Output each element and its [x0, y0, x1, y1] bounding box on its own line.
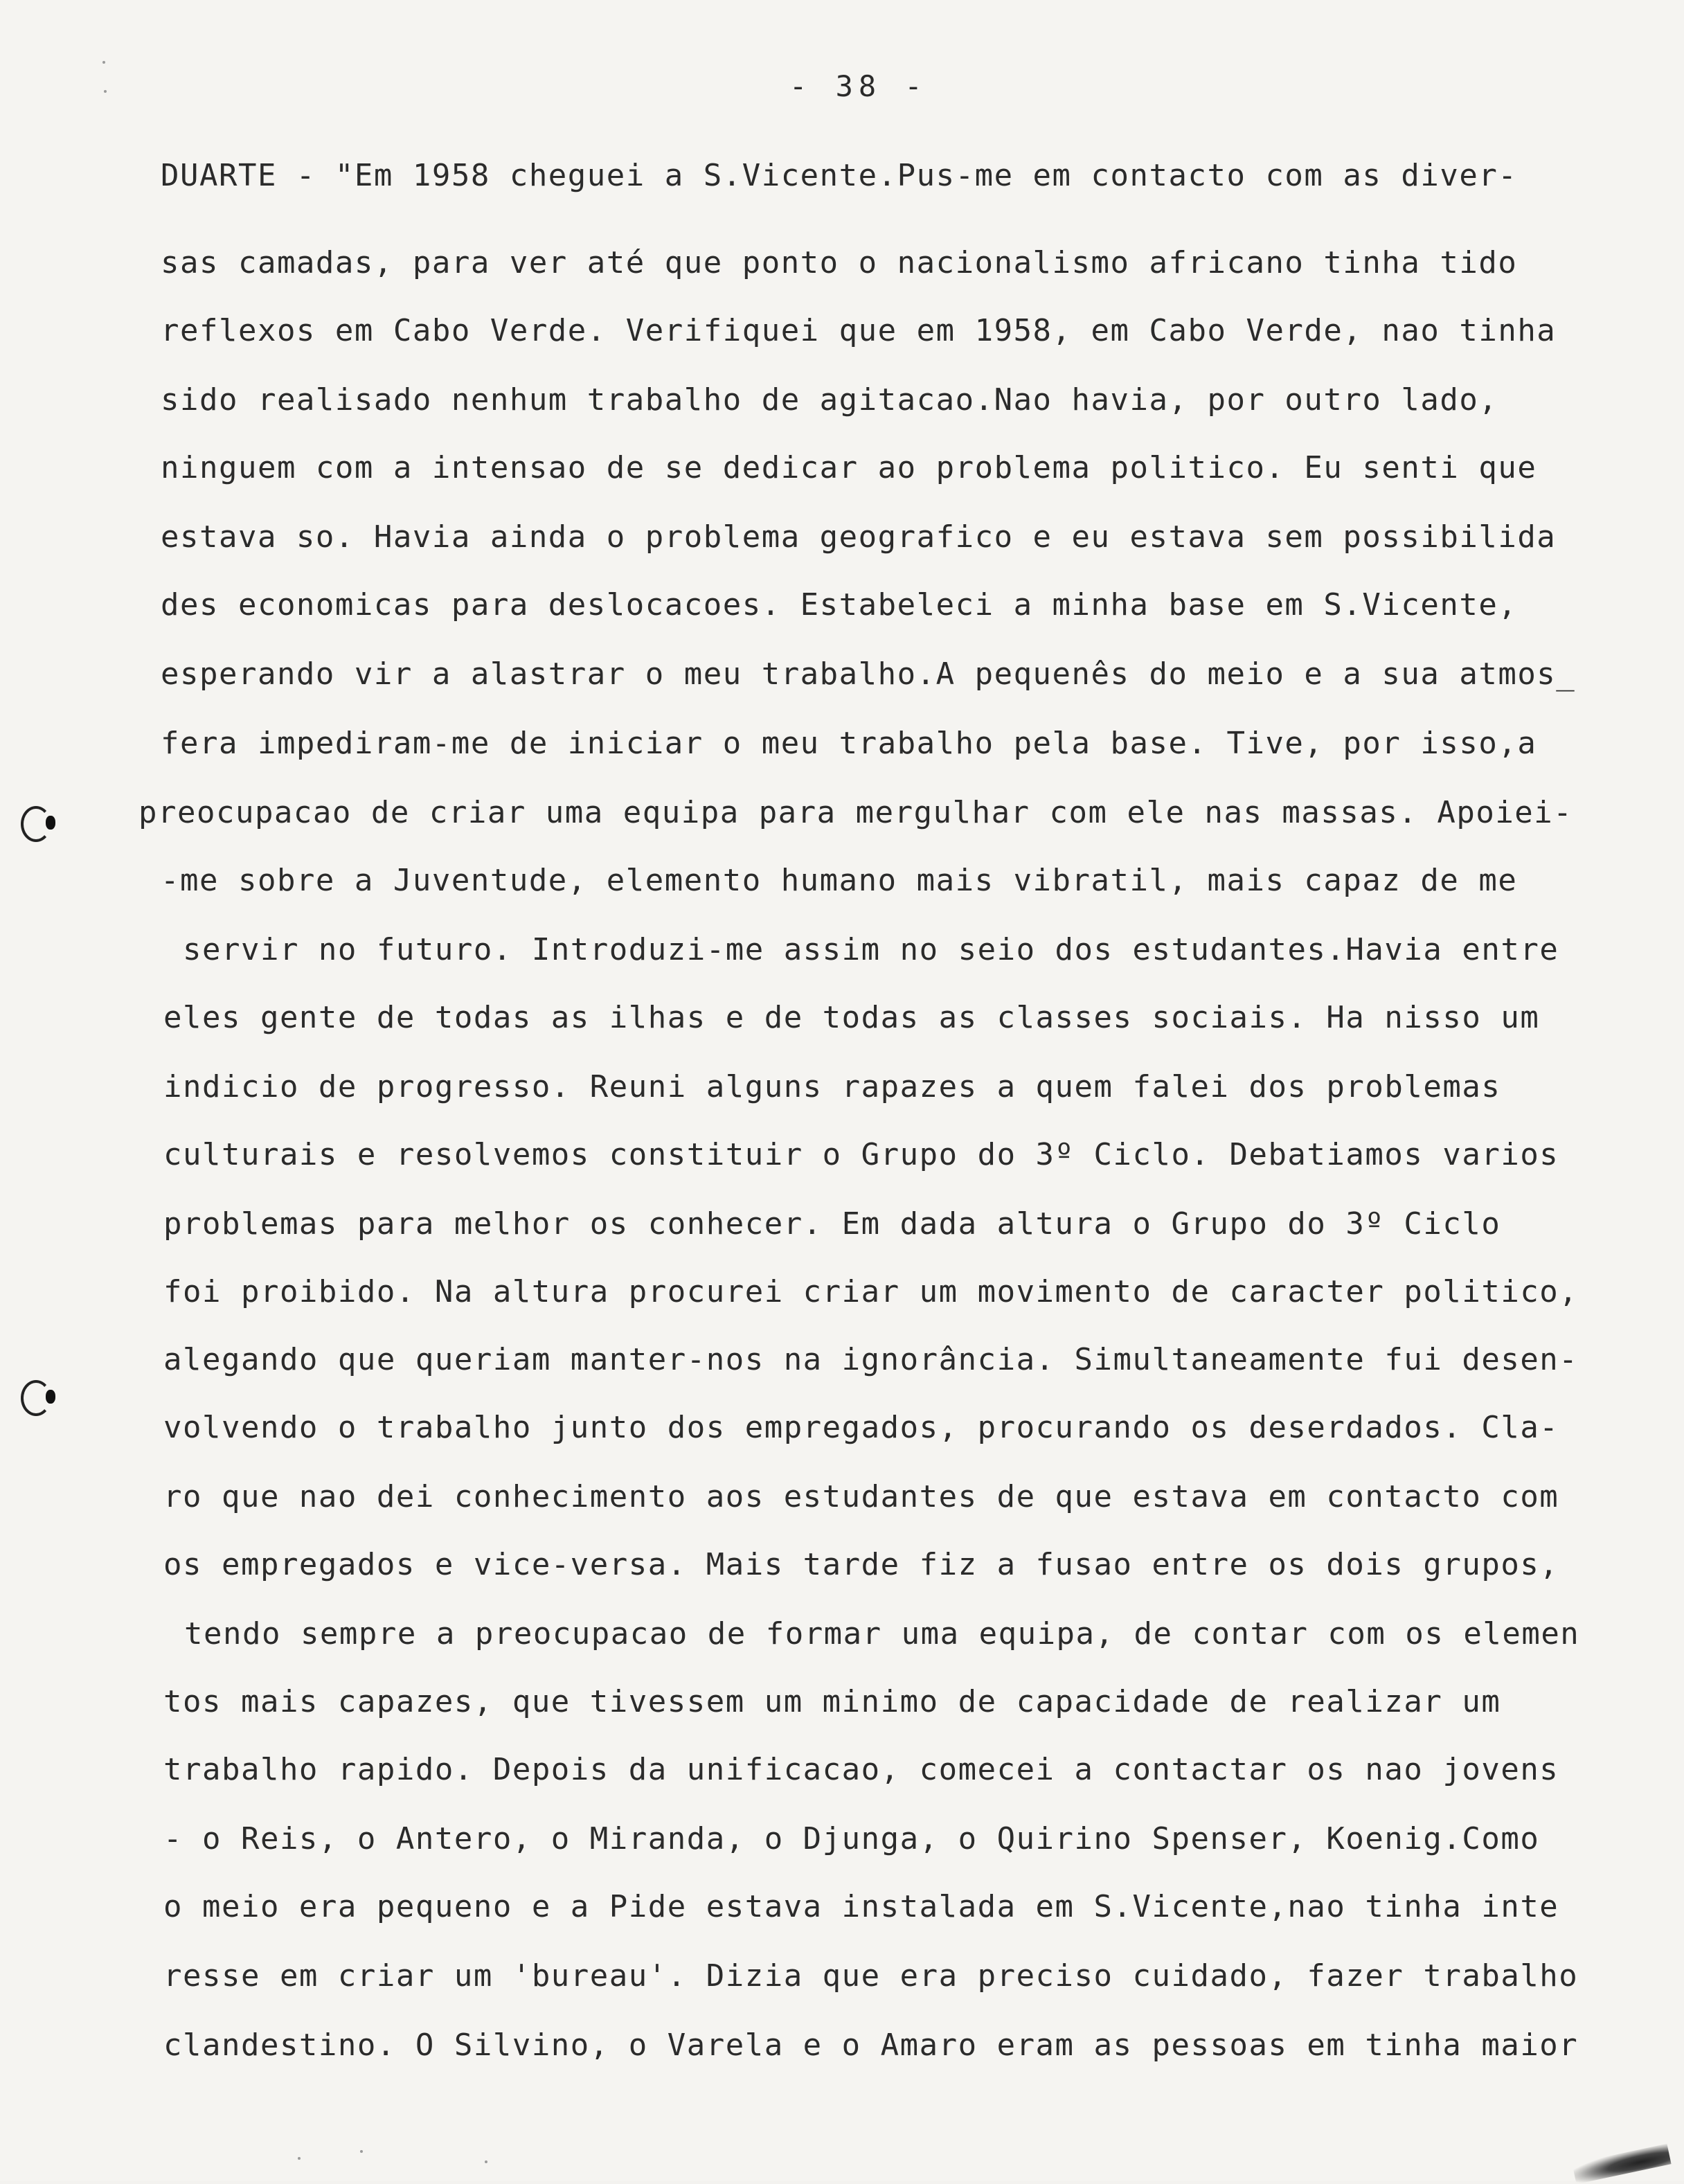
punch-hole-mark	[21, 806, 51, 842]
text-line: problemas para melhor os conhecer. Em dada altura o Grupo do 3º Ciclo	[163, 1206, 1501, 1242]
text-line: clandestino. O Silvino, o Varela e o Amaro eram as pessoas em tinha maior	[163, 2028, 1579, 2063]
text-line: esperando vir a alastrar o meu trabalho.A pequenês do meio e a sua atmos_	[161, 656, 1576, 692]
text-line: tendo sempre a preocupacao de formar uma equipa, de contar com os elemen	[184, 1616, 1580, 1652]
text-line: indicio de progresso. Reuni alguns rapazes a quem falei dos problemas	[163, 1069, 1501, 1104]
text-line: o meio era pequeno e a Pide estava instalada em S.Vicente,nao tinha inte	[163, 1889, 1559, 1924]
text-line: alegando que queriam manter-nos na ignorância. Simultaneamente fui desen-	[163, 1342, 1579, 1377]
text-line: reflexos em Cabo Verde. Verifiquei que em 1958, em Cabo Verde, nao tinha	[161, 313, 1557, 348]
text-line: DUARTE - "Em 1958 cheguei a S.Vicente.Pus-me em contacto com as diver-	[161, 158, 1518, 193]
text-line: estava so. Havia ainda o problema geografico e eu estava sem possibilida	[161, 519, 1557, 555]
paper-speck	[102, 61, 105, 64]
punch-hole-mark	[21, 1380, 51, 1416]
text-line: os empregados e vice-versa. Mais tarde fiz a fusao entre os dois grupos,	[163, 1547, 1559, 1582]
text-line: -me sobre a Juventude, elemento humano mais vibratil, mais capaz de me	[161, 863, 1518, 898]
text-line: ro que nao dei conhecimento aos estudantes de que estava em contacto com	[163, 1479, 1559, 1514]
text-line: sas camadas, para ver até que ponto o nacionalismo africano tinha tido	[161, 245, 1518, 280]
paper-speck	[360, 2150, 363, 2153]
text-line: foi proibido. Na altura procurei criar um movimento de caracter politico,	[163, 1274, 1579, 1309]
page-number: - 38 -	[789, 69, 928, 103]
paper-speck	[298, 2157, 301, 2160]
text-line: volvendo o trabalho junto dos empregados, procurando os deserdados. Cla-	[163, 1410, 1559, 1445]
text-line: ninguem com a intensao de se dedicar ao problema politico. Eu senti que	[161, 450, 1537, 485]
ink-smudge	[1572, 2144, 1671, 2184]
text-line: eles gente de todas as ilhas e de todas as classes sociais. Ha nisso um	[163, 1000, 1540, 1035]
text-line: fera impediram-me de iniciar o meu trabalho pela base. Tive, por isso,a	[161, 726, 1537, 761]
paper-speck	[104, 90, 107, 93]
text-line: trabalho rapido. Depois da unificacao, comecei a contactar os nao jovens	[163, 1752, 1559, 1787]
text-line: servir no futuro. Introduzi-me assim no seio dos estudantes.Havia entre	[183, 932, 1559, 967]
text-line: resse em criar um 'bureau'. Dizia que era preciso cuidado, fazer trabalho	[163, 1958, 1579, 1994]
paper-speck	[485, 2160, 487, 2163]
text-line: culturais e resolvemos constituir o Grupo do 3º Ciclo. Debatiamos varios	[163, 1137, 1559, 1172]
text-line: preocupacao de criar uma equipa para mergulhar com ele nas massas. Apoiei-	[138, 795, 1573, 830]
text-line: - o Reis, o Antero, o Miranda, o Djunga, o Quirino Spenser, Koenig.Como	[163, 1821, 1540, 1856]
text-line: sido realisado nenhum trabalho de agitacao.Nao havia, por outro lado,	[161, 382, 1498, 418]
text-line: tos mais capazes, que tivessem um minimo de capacidade de realizar um	[163, 1684, 1501, 1719]
text-line: des economicas para deslocacoes. Estabeleci a minha base em S.Vicente,	[161, 587, 1518, 623]
